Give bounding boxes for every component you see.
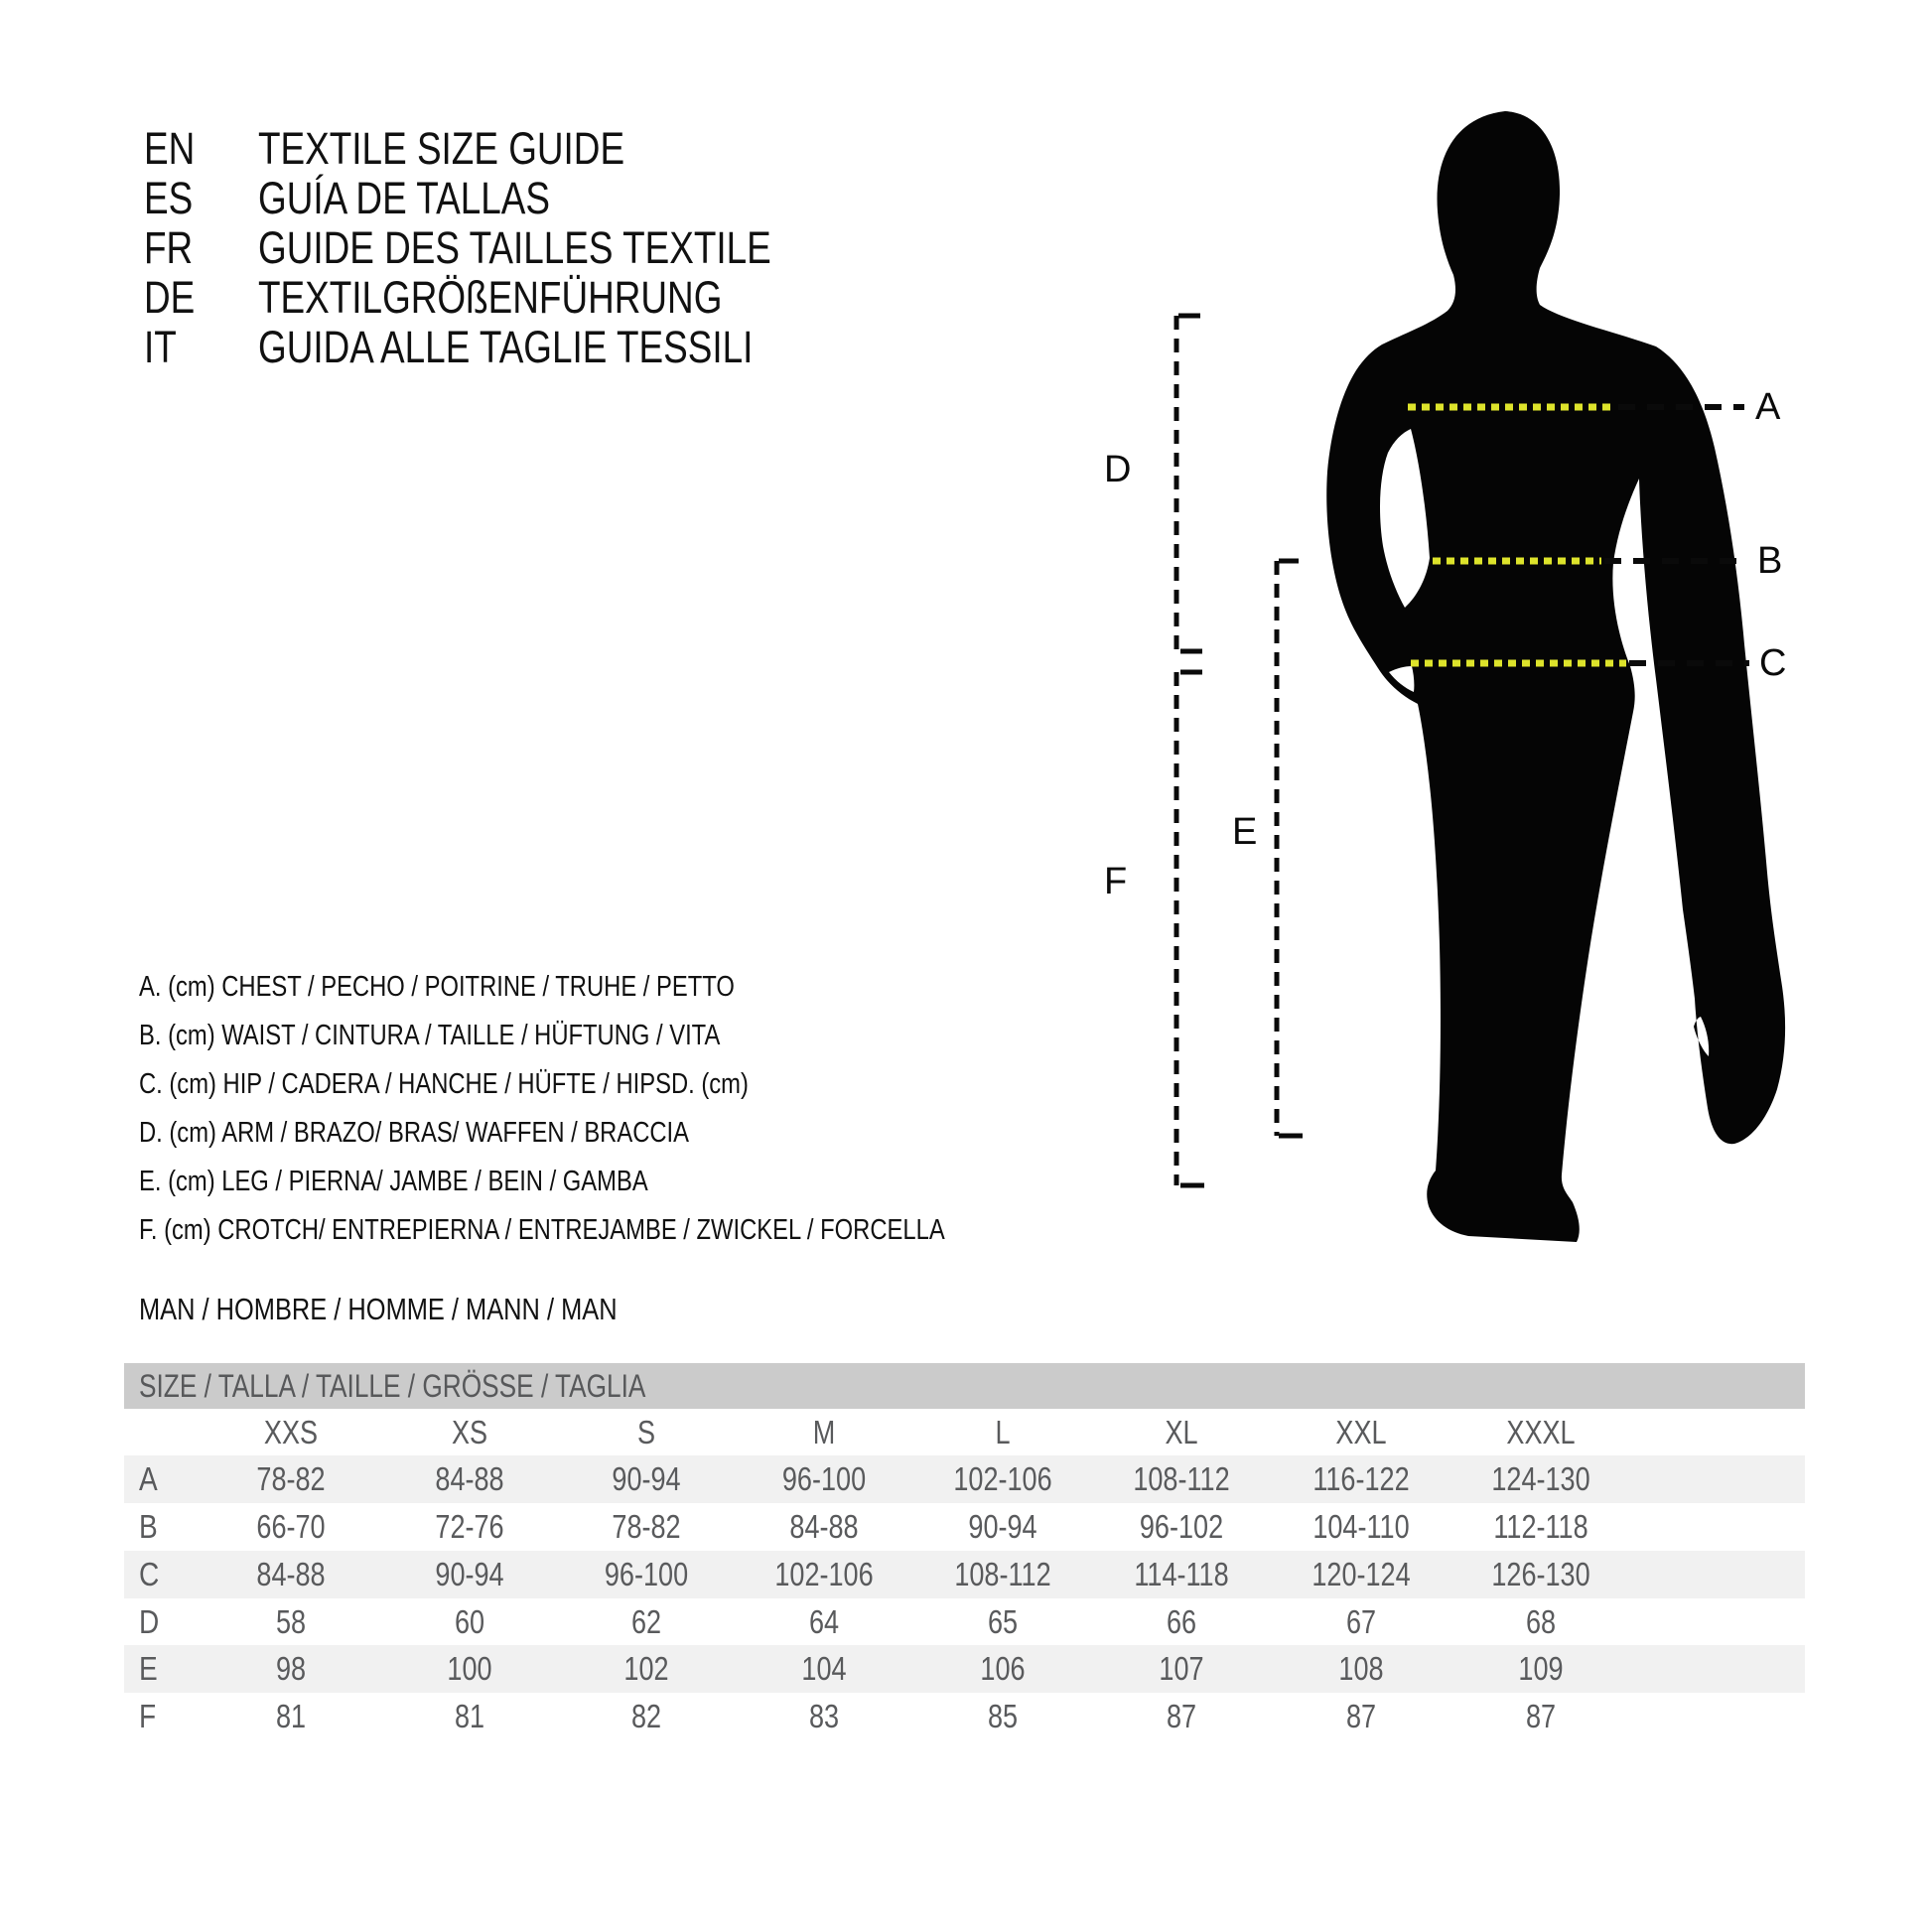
table-cell: 104: [801, 1650, 847, 1687]
table-cell: 108-112: [954, 1556, 1051, 1592]
note-arm: D. (cm) ARM / BRAZO/ BRAS/ WAFFEN / BRACCIA: [139, 1117, 690, 1149]
language-code: FR: [144, 222, 194, 273]
table-title: SIZE / TALLA / TAILLE / GRÖSSE / TAGLIA: [139, 1368, 646, 1404]
column-header: XXS: [263, 1414, 319, 1450]
table-cell: 81: [454, 1698, 485, 1734]
row-label: D: [139, 1603, 160, 1640]
column-header: XS: [451, 1414, 488, 1450]
table-cell: 96-102: [1139, 1508, 1224, 1545]
table-cell: 87: [1525, 1698, 1557, 1734]
note-crotch: F. (cm) CROTCH/ ENTREPIERNA / ENTREJAMBE / ZWICKEL / FORCELLA: [139, 1214, 945, 1246]
man-silhouette: [1326, 111, 1785, 1242]
table-cell: 108: [1338, 1650, 1384, 1687]
table-cell: 90-94: [612, 1460, 681, 1497]
language-title: GUÍA DE TALLAS: [258, 173, 550, 223]
row-label: A: [139, 1460, 158, 1497]
column-header: XL: [1165, 1414, 1198, 1450]
language-title: GUIDA ALLE TAGLIE TESSILI: [258, 322, 754, 372]
table-cell: 87: [1345, 1698, 1377, 1734]
table-cell: 64: [808, 1603, 840, 1640]
table-cell: 83: [808, 1698, 840, 1734]
row-label: C: [139, 1556, 160, 1592]
table-cell: 107: [1159, 1650, 1204, 1687]
table-cell: 116-122: [1312, 1460, 1410, 1497]
table-cell: 104-110: [1312, 1508, 1410, 1545]
column-header: L: [995, 1414, 1011, 1450]
language-title: TEXTILE SIZE GUIDE: [258, 123, 625, 174]
table-cell: 60: [454, 1603, 485, 1640]
table-cell: 62: [630, 1603, 662, 1640]
figure-label-leg: E: [1232, 811, 1258, 853]
column-header: M: [812, 1414, 836, 1450]
table-cell: 120-124: [1311, 1556, 1411, 1592]
table-cell: 96-100: [781, 1460, 867, 1497]
table-cell: 126-130: [1491, 1556, 1590, 1592]
column-header: S: [636, 1414, 656, 1450]
language-title: TEXTILGRÖßENFÜHRUNG: [258, 272, 723, 323]
table-row: [124, 1503, 1805, 1551]
figure-label-chest: A: [1755, 386, 1781, 428]
table-cell: 82: [630, 1698, 662, 1734]
figure-label-crotch: F: [1104, 861, 1128, 902]
note-hip: C. (cm) HIP / CADERA / HANCHE / HÜFTE / HIPSD. (cm): [139, 1068, 749, 1100]
table-cell: 78-82: [256, 1460, 326, 1497]
language-code: EN: [144, 123, 196, 174]
table-header-row: [124, 1410, 1805, 1455]
table-cell: 96-100: [604, 1556, 689, 1592]
column-header: XXL: [1335, 1414, 1387, 1450]
row-label: B: [139, 1508, 158, 1545]
table-row: [124, 1455, 1805, 1503]
table-cell: 100: [447, 1650, 492, 1687]
table-cell: 68: [1525, 1603, 1557, 1640]
table-cell: 81: [275, 1698, 307, 1734]
table-cell: 108-112: [1133, 1460, 1230, 1497]
figure-label-hip: C: [1759, 642, 1787, 684]
table-cell: 109: [1518, 1650, 1564, 1687]
language-title: GUIDE DES TAILLES TEXTILE: [258, 222, 771, 273]
figure-label-arm: D: [1104, 449, 1132, 490]
table-cell: 84-88: [789, 1508, 859, 1545]
row-label: F: [139, 1698, 157, 1734]
table-cell: 66: [1166, 1603, 1197, 1640]
table-row: [124, 1551, 1805, 1598]
language-code: ES: [144, 173, 194, 223]
table-row: [124, 1598, 1805, 1646]
language-code: IT: [144, 322, 177, 372]
table-row: [124, 1693, 1805, 1740]
language-code: DE: [144, 272, 196, 323]
table-cell: 90-94: [968, 1508, 1037, 1545]
note-leg: E. (cm) LEG / PIERNA/ JAMBE / BEIN / GAMBA: [139, 1166, 648, 1197]
figure-label-waist: B: [1757, 540, 1783, 582]
table-cell: 58: [275, 1603, 307, 1640]
table-cell: 65: [987, 1603, 1019, 1640]
table-cell: 102: [623, 1650, 669, 1687]
table-row: [124, 1645, 1805, 1693]
table-cell: 90-94: [435, 1556, 504, 1592]
table-cell: 72-76: [435, 1508, 504, 1545]
table-cell: 102-106: [774, 1556, 874, 1592]
table-cell: 124-130: [1491, 1460, 1590, 1497]
note-chest: A. (cm) CHEST / PECHO / POITRINE / TRUHE / PETTO: [139, 971, 735, 1003]
table-cell: 66-70: [256, 1508, 326, 1545]
column-header: XXXL: [1506, 1414, 1576, 1450]
table-cell: 67: [1345, 1603, 1377, 1640]
table-cell: 106: [980, 1650, 1026, 1687]
row-label: E: [139, 1650, 158, 1687]
table-cell: 84-88: [256, 1556, 326, 1592]
table-cell: 85: [987, 1698, 1019, 1734]
note-waist: B. (cm) WAIST / CINTURA / TAILLE / HÜFTUNG / VITA: [139, 1020, 721, 1051]
table-cell: 112-118: [1493, 1508, 1588, 1545]
table-cell: 78-82: [612, 1508, 681, 1545]
table-cell: 87: [1166, 1698, 1197, 1734]
category-line: MAN / HOMBRE / HOMME / MANN / MAN: [139, 1292, 618, 1326]
table-cell: 98: [275, 1650, 307, 1687]
table-cell: 114-118: [1134, 1556, 1229, 1592]
table-cell: 84-88: [435, 1460, 504, 1497]
table-cell: 102-106: [953, 1460, 1052, 1497]
